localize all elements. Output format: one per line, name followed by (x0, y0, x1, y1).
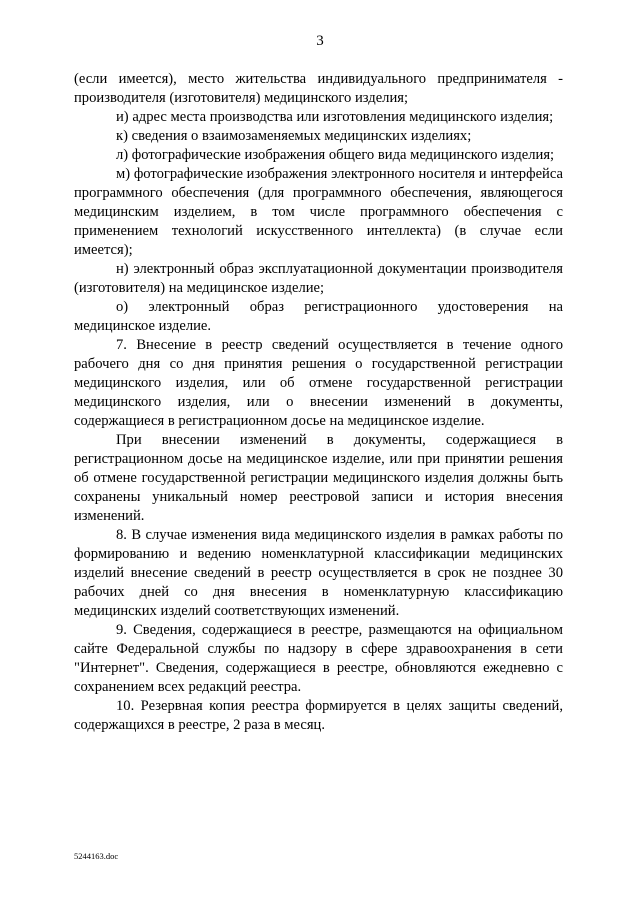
paragraph-item-o: о) электронный образ регистрационного удостоверения на медицинское изделие. (74, 299, 563, 334)
paragraph-continuation: (если имеется), место жительства индивидуального предпринимателя - производителя (изготовителя) медицинского изделия; (74, 71, 563, 106)
page-number: 3 (316, 33, 324, 49)
paragraph-9: 9. Сведения, содержащиеся в реестре, размещаются на официальном сайте Федеральной службы по надзору в сфере здравоохранения в сети "Интернет". Сведения, содержащиеся в реестре, обновляются ежедневно с сохранением всех редакций реестра. (74, 622, 563, 695)
paragraph-10: 10. Резервная копия реестра формируется в целях защиты сведений, содержащихся в реестре, 2 раза в месяц. (74, 698, 563, 733)
paragraph-item-l: л) фотографические изображения общего вида медицинского изделия; (116, 147, 555, 163)
paragraph-item-i: и) адрес места производства или изготовления медицинского изделия; (116, 109, 554, 125)
paragraph-item-n: н) электронный образ эксплуатационной документации производителя (изготовителя) на медицинское изделие; (74, 261, 563, 296)
paragraph-7: 7. Внесение в реестр сведений осуществляется в течение одного рабочего дня со дня принятия решения о государственной регистрации медицинского изделия, или об отмене государственной регистрации медицинского изделия, или о внесении изменений в документы, содержащиеся в регистрационном досье на медицинское изделие. (74, 337, 563, 429)
footer-filename: 5244163.doc (74, 851, 119, 861)
paragraph-item-m: м) фотографические изображения электронного носителя и интерфейса программного обеспечения (для программного обеспечения, являющегося медицинским изделием, в том числе программного обеспечения с применением технологий искусственного интеллекта) (в случае если имеется); (74, 166, 563, 258)
document-body (74, 70, 563, 735)
paragraph-7-continued: При внесении изменений в документы, содержащиеся в регистрационном досье на медицинское изделие, или при принятии решения об отмене государственной регистрации медицинского изделия должны быть сохранены уникальный номер реестровой записи и история внесения изменений. (74, 432, 563, 524)
paragraph-item-k: к) сведения о взаимозаменяемых медицинских изделиях; (116, 128, 472, 144)
paragraph-8: 8. В случае изменения вида медицинского изделия в рамках работы по формированию и ведению номенклатурной классификации медицинских изделий внесение сведений в реестр осуществляется в срок не позднее 30 рабочих дней со дня внесения в номенклатурную классификацию медицинских изделий соответствующих изменений. (74, 527, 563, 619)
